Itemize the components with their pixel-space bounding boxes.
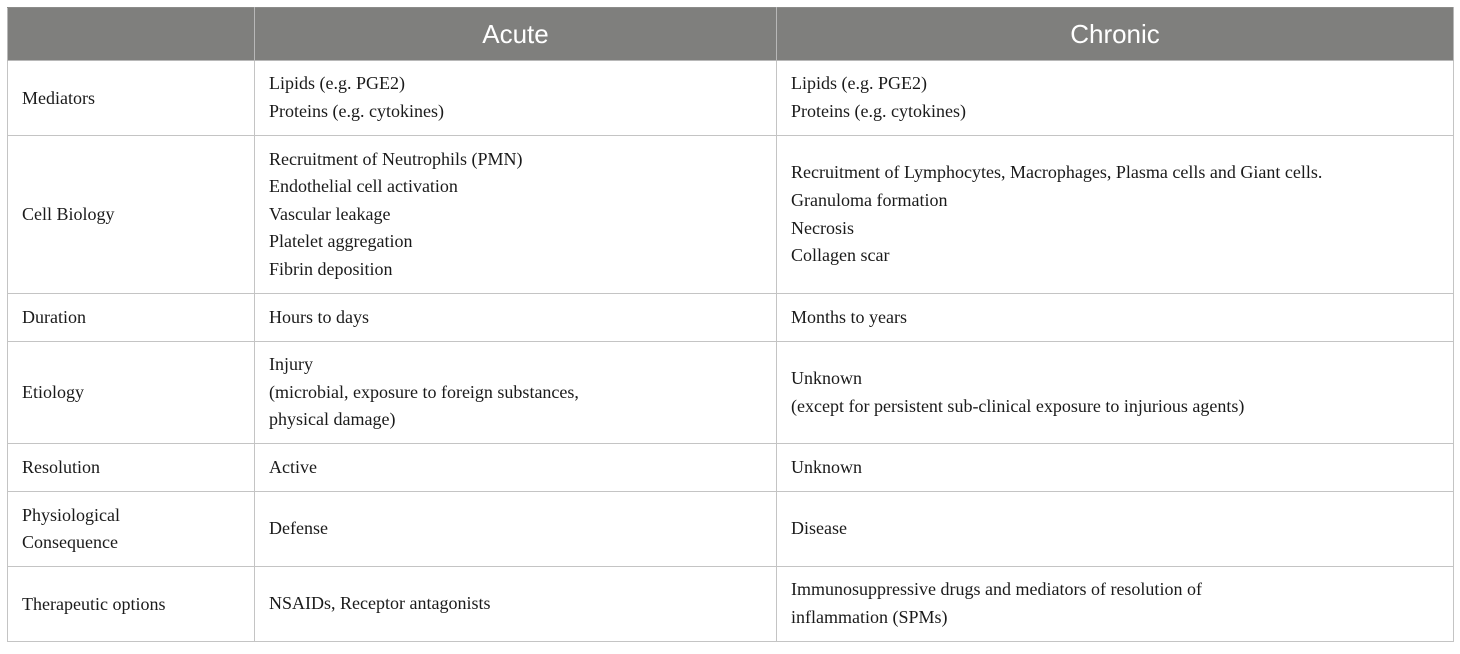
- cell-line: Lipids (e.g. PGE2): [269, 73, 405, 94]
- row-label: [8, 492, 255, 567]
- row-label: [8, 294, 255, 342]
- table-row-cell-biology: [8, 136, 1454, 294]
- cell-line: Disease: [791, 518, 847, 539]
- cell-line: Months to years: [791, 306, 907, 327]
- cell-line: Injury: [269, 354, 313, 375]
- cell-line: NSAIDs, Receptor antagonists: [269, 593, 491, 614]
- chronic-cell: [777, 567, 1454, 642]
- row-label-text: Physiological Consequence: [22, 505, 120, 552]
- row-label-text: Duration: [22, 307, 86, 327]
- header-acute: Acute: [255, 8, 777, 61]
- table-row-resolution: [8, 444, 1454, 492]
- cell-line: Necrosis: [791, 217, 854, 238]
- cell-line: (except for persistent sub-clinical exposure to injurious agents): [791, 395, 1245, 416]
- comparison-table-container: [7, 7, 1453, 642]
- cell-line: Recruitment of Lymphocytes, Macrophages, Plasma cells and Giant cells.: [791, 162, 1323, 183]
- cell-line: Immunosuppressive drugs and mediators of resolution of inflammation (SPMs): [791, 579, 1202, 627]
- cell-line: Proteins (e.g. cytokines): [791, 101, 966, 121]
- cell-line: Vascular leakage: [269, 203, 391, 224]
- cell-line: Granuloma formation: [791, 189, 948, 210]
- row-label-text: Resolution: [22, 457, 101, 477]
- table-row-mediators: [8, 61, 1454, 136]
- cell-line: Defense: [269, 518, 328, 539]
- cell-line: Recruitment of Neutrophils (PMN): [269, 148, 523, 169]
- cell-line: Collagen scar: [791, 245, 890, 266]
- acute-cell: [255, 294, 777, 342]
- cell-line: Unknown: [791, 367, 862, 388]
- chronic-cell: [777, 342, 1454, 444]
- cell-line: (microbial, exposure to foreign substances, physical damage): [269, 381, 579, 430]
- cell-line: Fibrin deposition: [269, 258, 393, 279]
- header-chronic: Chronic: [777, 8, 1454, 61]
- chronic-cell: [777, 492, 1454, 567]
- row-label-text: Etiology: [22, 382, 84, 402]
- chronic-cell: [777, 294, 1454, 342]
- row-label: [8, 61, 255, 136]
- table-row-therapeutic-options: [8, 567, 1454, 642]
- cell-line: Platelet aggregation: [269, 231, 413, 252]
- table-row-duration: [8, 294, 1454, 342]
- row-label: [8, 444, 255, 492]
- chronic-cell: [777, 444, 1454, 492]
- acute-cell: [255, 136, 777, 294]
- acute-cell: [255, 492, 777, 567]
- table-row-physiological-consequence: [8, 492, 1454, 567]
- acute-cell: [255, 444, 777, 492]
- table-header-row: [8, 8, 1454, 61]
- row-label: [8, 567, 255, 642]
- cell-line: Lipids (e.g. PGE2): [791, 73, 927, 94]
- row-label: [8, 342, 255, 444]
- row-label: [8, 136, 255, 294]
- acute-cell: [255, 567, 777, 642]
- acute-cell: [255, 342, 777, 444]
- header-blank: [8, 8, 255, 61]
- cell-line: Hours to days: [269, 306, 369, 327]
- cell-line: Active: [269, 456, 317, 477]
- row-label-text: Cell Biology: [22, 204, 115, 224]
- chronic-cell: [777, 61, 1454, 136]
- acute-cell: [255, 61, 777, 136]
- row-label-text: Therapeutic options: [22, 593, 166, 614]
- cell-line: Endothelial cell activation: [269, 176, 458, 197]
- chronic-cell: [777, 136, 1454, 294]
- table-row-etiology: [8, 342, 1454, 444]
- cell-line: Unknown: [791, 456, 862, 477]
- cell-line: Proteins (e.g. cytokines): [269, 101, 444, 121]
- acute-vs-chronic-table: [7, 7, 1454, 642]
- row-label-text: Mediators: [22, 87, 95, 108]
